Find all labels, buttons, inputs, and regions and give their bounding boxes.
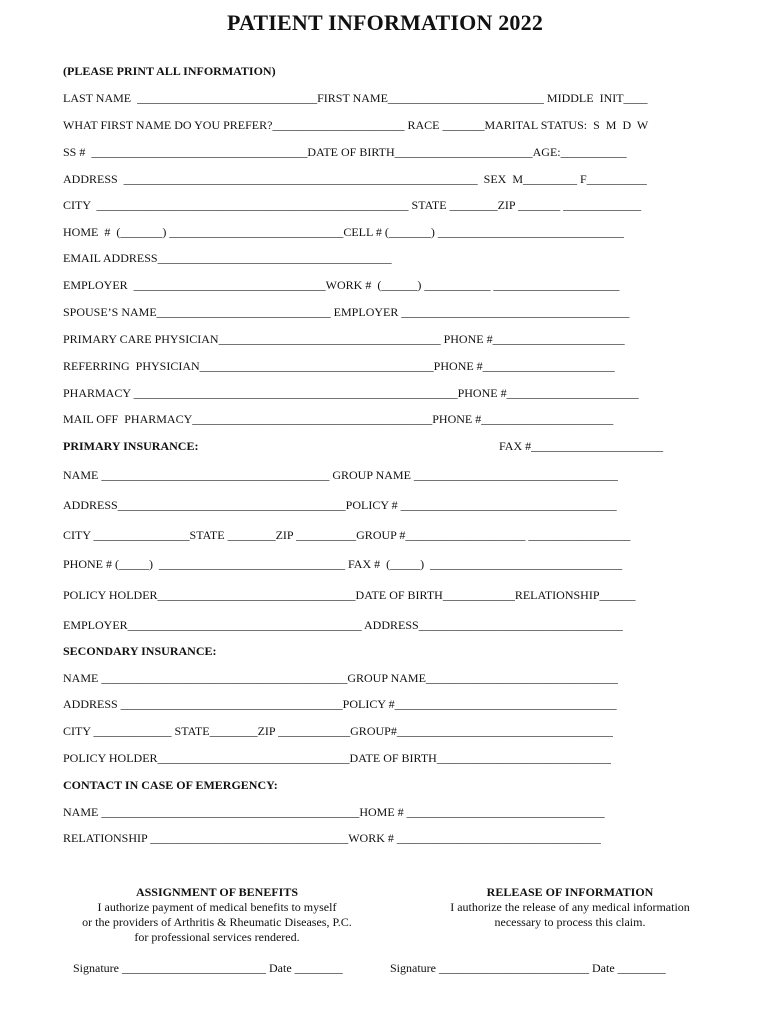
release-of-information: [420, 885, 720, 930]
field-row-pharmacy[interactable]: PHARMACY ______________________________________________________PHONE #______________________: [63, 386, 639, 400]
field-row-employer[interactable]: EMPLOYER ________________________________WORK # (______) ___________ _____________________: [63, 278, 620, 292]
instruction: (PLEASE PRINT ALL INFORMATION): [63, 64, 276, 78]
assignment-of-benefits: [62, 885, 372, 945]
field-row-ss[interactable]: SS # ____________________________________DATE OF BIRTH_______________________AGE:___________: [63, 145, 627, 159]
emergency-heading: CONTACT IN CASE OF EMERGENCY:: [63, 778, 278, 792]
assignment-signature-line[interactable]: Signature ________________________ Date ________: [73, 961, 343, 975]
primary-insurance-heading: PRIMARY INSURANCE:: [63, 439, 199, 453]
release-line-1: I authorize the release of any medical information: [450, 900, 690, 914]
secondary-insurance-heading: SECONDARY INSURANCE:: [63, 644, 217, 658]
field-row-email[interactable]: EMAIL ADDRESS_______________________________________: [63, 251, 392, 265]
field-row-city[interactable]: CITY ____________________________________________________ STATE ________ZIP _______ _____________: [63, 198, 642, 212]
secondary-row-city[interactable]: CITY _____________ STATE________ZIP ____________GROUP#____________________________________: [63, 724, 613, 738]
primary-row-address[interactable]: ADDRESS______________________________________POLICY # ____________________________________: [63, 498, 617, 512]
primary-row-policy-holder[interactable]: POLICY HOLDER_________________________________DATE OF BIRTH____________RELATIONSHIP______: [63, 588, 636, 602]
assignment-line-3: for professional services rendered.: [134, 930, 300, 944]
field-fax[interactable]: FAX #______________________: [499, 439, 664, 453]
emergency-row-relationship[interactable]: RELATIONSHIP _________________________________WORK # __________________________________: [63, 831, 601, 845]
field-row-primary-physician[interactable]: PRIMARY CARE PHYSICIAN_____________________________________ PHONE #______________________: [63, 332, 625, 346]
release-signature-line[interactable]: Signature _________________________ Date ________: [390, 961, 666, 975]
primary-row-employer[interactable]: EMPLOYER_______________________________________ ADDRESS__________________________________: [63, 618, 623, 632]
assignment-line-2: or the providers of Arthritis & Rheumatic Diseases, P.C.: [82, 915, 352, 929]
assignment-line-1: I authorize payment of medical benefits to myself: [97, 900, 337, 914]
field-row-home-phone[interactable]: HOME # (_______) _____________________________CELL # (_______) _______________________________: [63, 225, 624, 239]
assignment-heading: ASSIGNMENT OF BENEFITS: [135, 885, 299, 899]
release-heading: RELEASE OF INFORMATION: [486, 885, 654, 899]
secondary-row-policy-holder[interactable]: POLICY HOLDER________________________________DATE OF BIRTH_____________________________: [63, 751, 611, 765]
release-line-2: necessary to process this claim.: [494, 915, 646, 929]
secondary-row-address[interactable]: ADDRESS _____________________________________POLICY #_____________________________________: [63, 697, 617, 711]
field-row-spouse[interactable]: SPOUSE’S NAME_____________________________ EMPLOYER ______________________________________: [63, 305, 630, 319]
primary-row-city[interactable]: CITY ________________STATE ________ZIP __________GROUP #____________________ _________________: [63, 528, 631, 542]
page-title: PATIENT INFORMATION 2022: [226, 10, 544, 35]
primary-row-phone[interactable]: PHONE # (_____) _______________________________ FAX # (_____) ________________________________: [63, 557, 623, 571]
field-row-referring-physician[interactable]: REFERRING PHYSICIAN_______________________________________PHONE #______________________: [63, 359, 615, 373]
emergency-row-name[interactable]: NAME ___________________________________________HOME # _________________________________: [63, 805, 605, 819]
secondary-row-name[interactable]: NAME _________________________________________GROUP NAME________________________________: [63, 671, 618, 685]
field-row-address[interactable]: ADDRESS ___________________________________________________________ SEX M_________ F__________: [63, 172, 647, 186]
primary-row-name[interactable]: NAME ______________________________________ GROUP NAME __________________________________: [63, 468, 618, 482]
field-row-last-name[interactable]: LAST NAME ______________________________FIRST NAME__________________________ MIDDLE INIT____: [63, 91, 648, 105]
field-row-mail-pharmacy[interactable]: MAIL OFF PHARMACY________________________________________PHONE #______________________: [63, 412, 614, 426]
field-row-preferred-name[interactable]: WHAT FIRST NAME DO YOU PREFER?______________________ RACE _______MARITAL STATUS: S M D W: [63, 118, 649, 132]
